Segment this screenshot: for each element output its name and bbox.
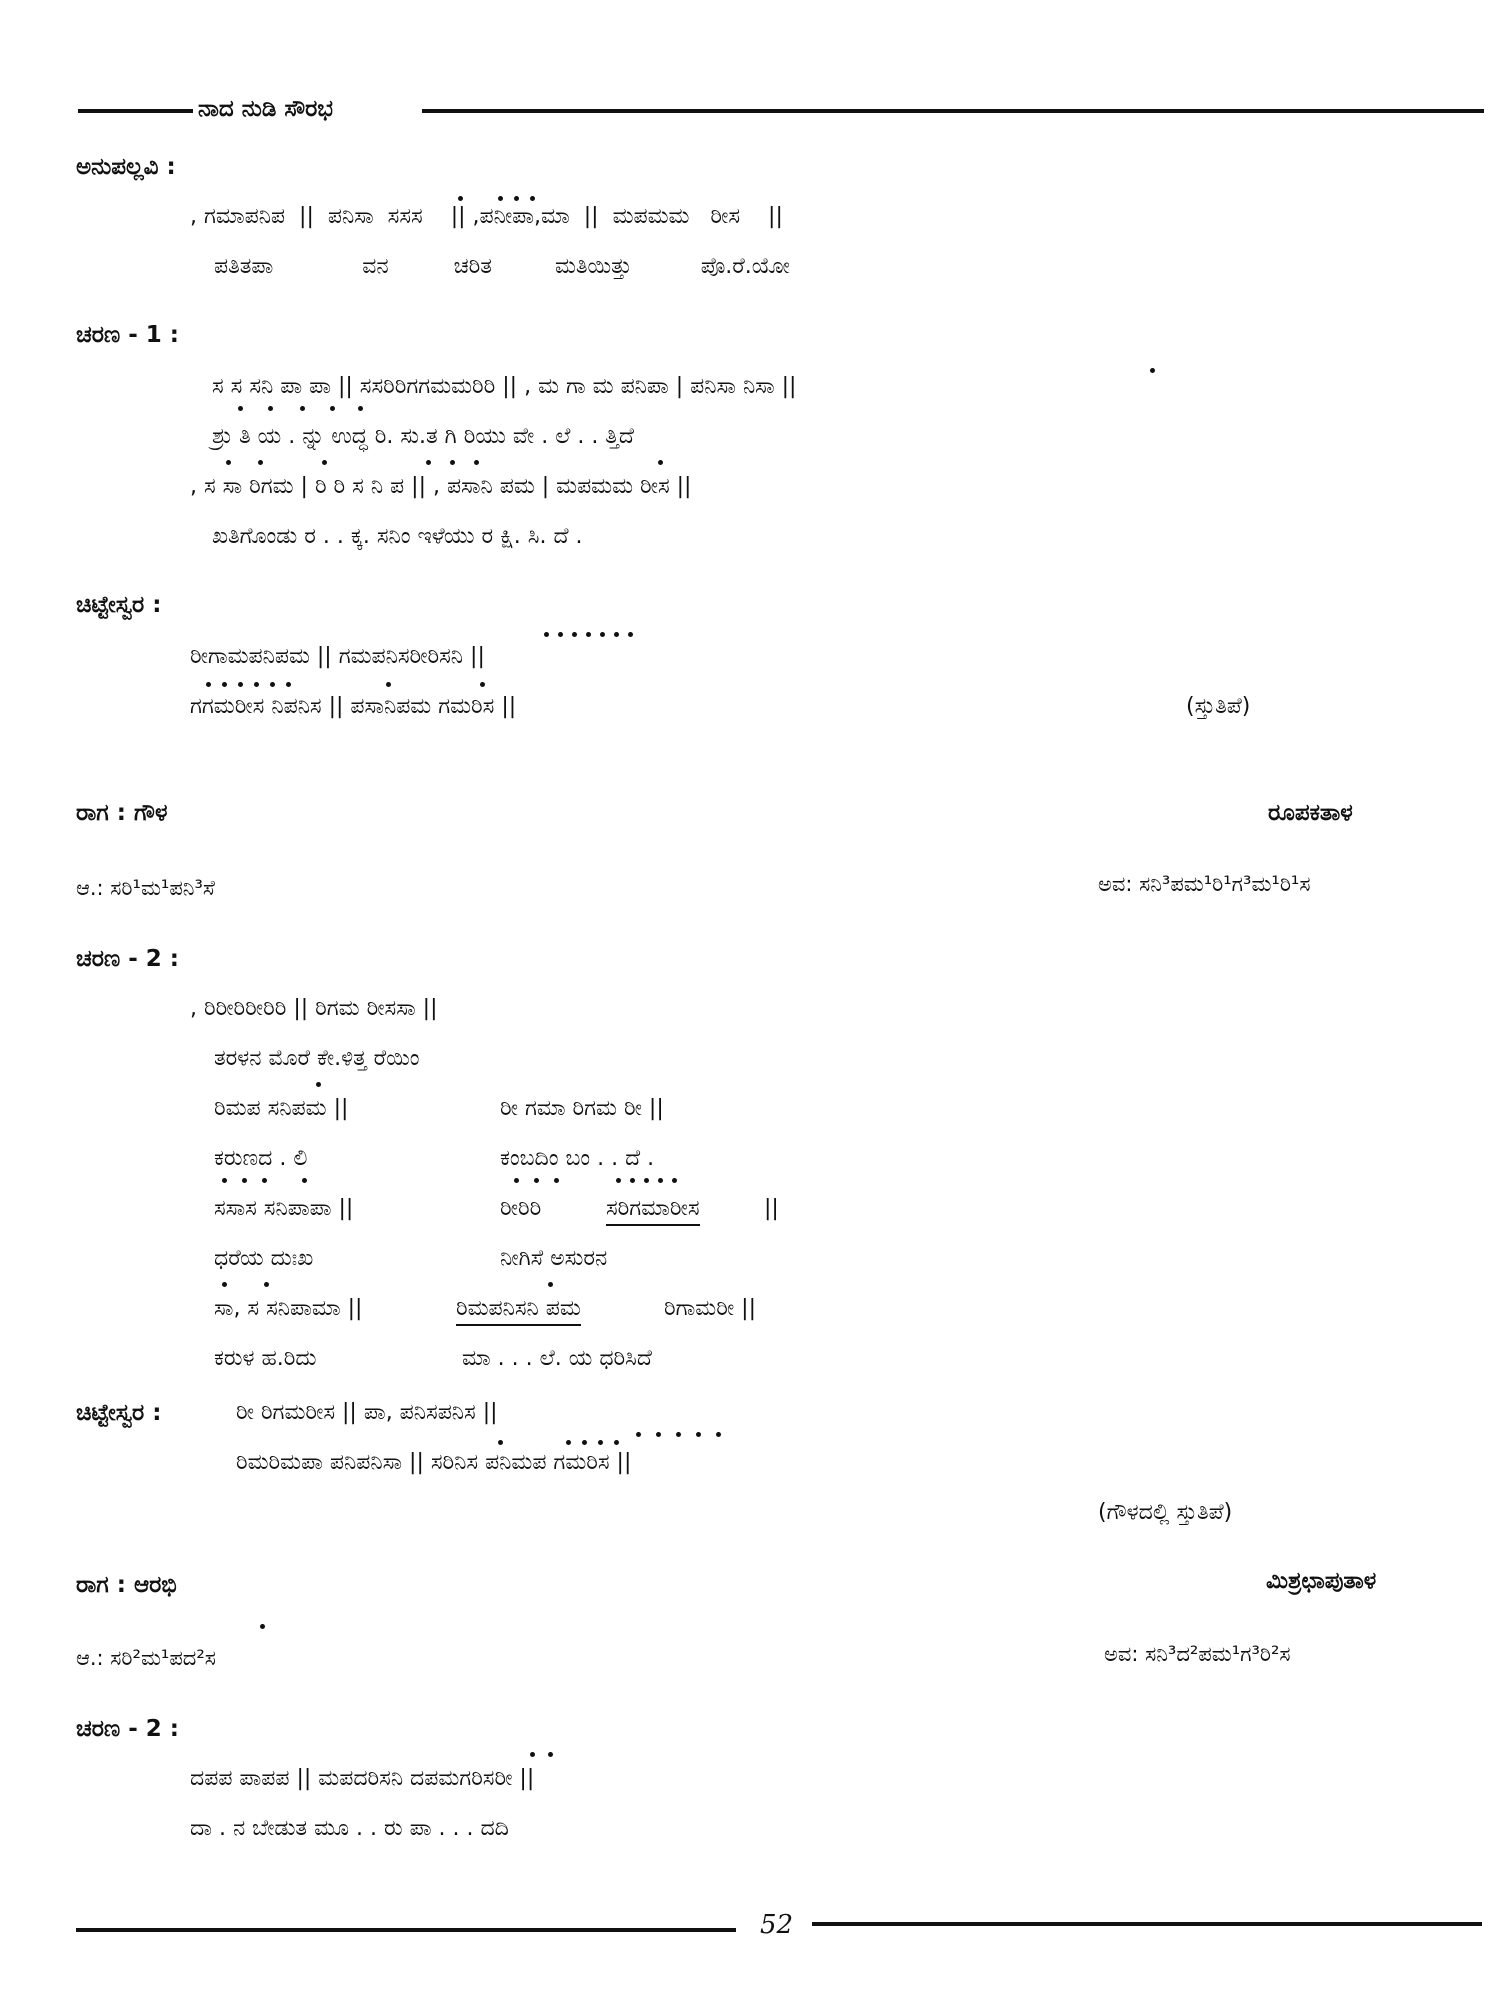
sahitya-word: ಪತಿತಪಾ — [214, 254, 274, 279]
swara-token: , — [190, 204, 197, 229]
anupallavi-label: ಅನುಪಲ್ಲವಿ : — [76, 154, 176, 180]
charana1-line-3: , ಸ ಸಾ ರಿಗಮ | ರಿ ರಿ ಸ ನಿ ಪ || , ಪಸಾನಿ ಪಮ | ಮಪಮಮ ರೀಸ || — [190, 474, 692, 499]
gaula-sahitya-5b: ಮಾ . . . ಲೆ. ಯ ಧರಿಸಿದೆ — [462, 1346, 652, 1371]
chittaswara2-label: ಚಿಟ್ಟೇಸ್ವರ : — [76, 1400, 162, 1426]
swara-token: || — [299, 204, 314, 229]
chittaswara-label: ಚಿಟ್ಟೇಸ್ವರ : — [76, 592, 162, 618]
swara-token: ಗಮಾಪನಿಪ — [204, 204, 286, 229]
header-rule-right — [422, 109, 1484, 113]
anupallavi-swara-line — [190, 204, 783, 229]
gaula-line-2: ತರಳನ ಮೊರೆ ಕೇ.ಳಿತ್ತ ರೆಯಿಂ — [214, 1046, 420, 1071]
gaula-sahitya-4a: ಧರೆಯ ದುಃಖ — [214, 1246, 314, 1271]
tara-sthayi-dots — [0, 1178, 1500, 1184]
charana2-label: ಚರಣ - 2 : — [76, 946, 179, 972]
gaula-swara-4b: ರೀರಿರಿ — [500, 1196, 542, 1221]
arohana: ಆ.: ಸರಿ¹ಮ¹ಪನಿ³ಸೆ — [76, 876, 215, 900]
sahitya-word: ಚರಿತ — [453, 254, 492, 279]
gaula-swara-4-underlined: ಸರಿಗಮಾರೀಸ — [606, 1196, 700, 1226]
tara-sthayi-dots — [0, 196, 1500, 202]
sahitya-word: ಪೊ.ರೆ.ಯೋ — [700, 254, 790, 279]
charana1-line-4: ಖತಿಗೊಂಡು ರ . . ಕ್ಕ. ಸನಿಂ ಇಳೆಯು ರ ಕ್ಷಿ. ಸಿ. ದೆ . — [212, 524, 583, 549]
gaula-sahitya-3a: ಕರುಣದ . ಲಿ — [214, 1146, 308, 1171]
tara-sthayi-dots — [0, 1440, 1500, 1446]
tara-sthayi-dots — [0, 406, 1500, 412]
chittaswara-line-1: ರೀಗಾಮಪನಿಪಮ || ಗಮಪನಿಸರೀರಿಸನಿ || — [190, 644, 485, 669]
tala-label: ರೂಪಕತಾಳ — [1268, 800, 1353, 826]
gaula-sahitya-4b: ನೀಗಿಸೆ ಅಸುರನ — [500, 1246, 608, 1271]
swara-token: ಪನಿಸಾ — [327, 204, 374, 229]
gaula-swara-5c: ರಿಗಾಮರೀ || — [664, 1296, 756, 1321]
chittaswara2-line-2: ರಿಮರಿಮಪಾ ಪನಿಪನಿಸಾ || ಸರಿನಿಸ ಪನಿಮಪ ಗಮರಿಸ || — [236, 1450, 632, 1475]
arabhi-swara-line: ದಪಪ ಪಾಪಪ || ಮಪದರಿಸನಿ ದಪಮಗರಿಸರೀ || — [190, 1766, 535, 1791]
tara-sthayi-dots — [0, 1082, 1500, 1088]
running-title: ನಾದ ನುಡಿ ಸೌರಭ — [198, 96, 334, 122]
chittaswara-note: (ಸ್ತುತಿಪೆ) — [1186, 694, 1251, 719]
swara-token: ,ಪನೀಪಾ,ಮಾ — [472, 204, 570, 229]
tara-sthayi-dots — [0, 1282, 1500, 1288]
tala-label: ಮಿಶ್ರಛಾಪುತಾಳ — [1266, 1568, 1377, 1594]
gaula-sahitya-3b: ಕಂಬದಿಂ ಬಂ . . ದೆ . — [500, 1146, 655, 1171]
footer-rule-right — [812, 1922, 1482, 1926]
gaula-swara-3a: ರಿಮಪ ಸನಿಪಮ || — [214, 1096, 349, 1121]
tara-sthayi-dots — [0, 682, 1500, 688]
swara-token: || — [583, 204, 599, 229]
avarohana: ಅವ: ಸನಿ³ಪಮ¹ರಿ¹ಗ³ಮ¹ರಿ¹ಸ — [1098, 872, 1311, 896]
chittaswara-line-2: ಗಗಮರೀಸ ನಿಪನಿಸ || ಪಸಾನಿಪಮ ಗಮರಿಸ || — [190, 694, 517, 719]
arohana: ಆ.: ಸರಿ²ಮ¹ಪದ²ಸ — [76, 1646, 216, 1670]
swara-token: ಸಸಸ — [387, 204, 423, 229]
gaula-note: (ಗೌಳದಲ್ಲಿ ಸ್ತುತಿಪೆ) — [1098, 1500, 1233, 1525]
gaula-swara-3b: ರೀ ಗಮಾ ರಿಗಮ ರೀ || — [500, 1096, 664, 1121]
tara-sthayi-dots — [0, 1752, 1500, 1758]
anupallavi-sahitya-line — [214, 254, 790, 279]
gaula-swara-5-underlined: ರಿಮಪನಿಸನಿ ಪಮ — [456, 1296, 581, 1326]
raga-label: ರಾಗ : ಗೌಳ — [76, 800, 168, 826]
raga-label: ರಾಗ : ಆರಭಿ — [76, 1572, 177, 1598]
sahitya-word: ಮತಿಯಿತ್ತು — [554, 254, 632, 279]
chittaswara2-line-1: ರೀ ರಿಗಮರೀಸ || ಪಾ, ಪನಿಸಪನಿಸ || — [236, 1400, 498, 1425]
gaula-line-1: , ರಿರೀರಿರೀರಿರಿ || ರಿಗಮ ರೀಸಸಾ || — [190, 996, 438, 1021]
swara-token: ರೀಸ — [710, 204, 741, 229]
swara-token: ಮಪಮಮ — [612, 204, 690, 229]
swara-token: || — [768, 204, 783, 229]
gaula-swara-5a: ಸಾ, ಸ ಸನಿಪಾಮಾ || — [214, 1296, 363, 1321]
page-number: 52 — [760, 1910, 794, 1940]
swara-token: || — [450, 204, 466, 229]
charana1-line-2: ಶ್ರು ತಿ ಯ . ನ್ನು ಉದ್ಧ ರಿ. ಸು.ತ ಗಿ ರಿಯು ವೇ . ಲೆ . . ತ್ತಿದೆ — [212, 424, 634, 449]
tara-sthayi-dots — [0, 632, 1500, 638]
tara-sthayi-dots — [0, 1432, 1500, 1438]
header-rule-left — [78, 109, 193, 113]
gaula-sahitya-5a: ಕರುಳ ಹ.ರಿದು — [214, 1346, 317, 1371]
footer-rule-left — [76, 1928, 736, 1932]
tara-sthayi-dots — [0, 1624, 1500, 1630]
charana2-label: ಚರಣ - 2 : — [76, 1716, 179, 1742]
charana1-line-1: ಸ ಸ ಸನಿ ಪಾ ಪಾ || ಸಸರಿರಿಗಗಮಮರಿರಿ || , ಮ ಗಾ ಮ ಪನಿಪಾ | ಪನಿಸಾ ನಿಸಾ || — [212, 374, 797, 399]
charana1-label: ಚರಣ - 1 : — [76, 322, 179, 348]
gaula-swara-4-bar: || — [764, 1196, 779, 1221]
sahitya-word: ವನ — [362, 254, 389, 279]
gaula-swara-4a: ಸಸಾಸ ಸನಿಪಾಪಾ || — [214, 1196, 354, 1221]
arabhi-sahitya-line: ದಾ . ನ ಬೇಡುತ ಮೂ . . ರು ಪಾ . . . ದದಿ — [190, 1816, 509, 1841]
tara-sthayi-dots — [0, 460, 1500, 466]
avarohana: ಅವ: ಸನಿ³ದ²ಪಮ¹ಗ³ರಿ²ಸ — [1104, 1642, 1291, 1666]
